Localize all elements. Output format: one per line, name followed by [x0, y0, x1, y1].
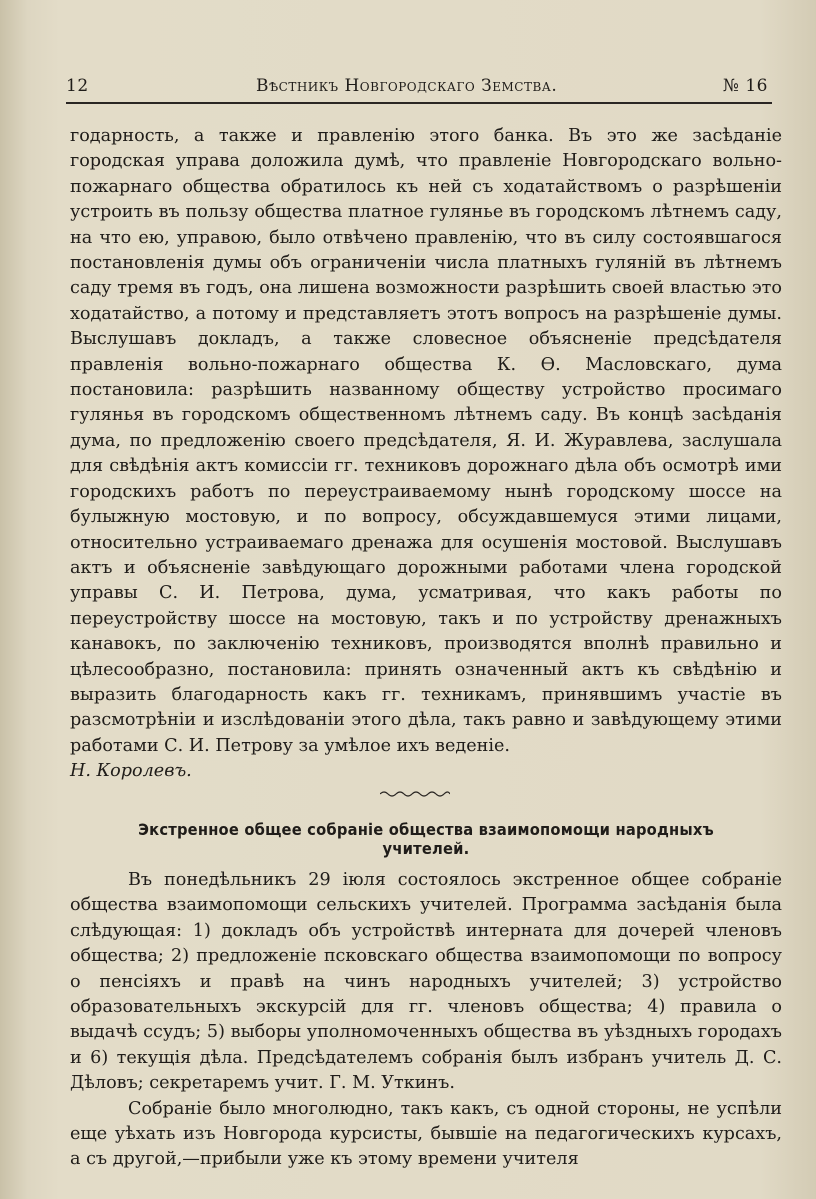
- article-continuation: [70, 124, 782, 785]
- article-paragraph-1: Въ понедѣльникъ 29 іюля состоялось экстренное общее собраніе общества взаимопомощи сельскихъ учителей. Программа засѣданія была слѣдующая: 1) докладъ объ устройствѣ интерната для дочерей членовъ общества; 2) предложеніе псковскаго общества взаимопомощи по вопросу о пенсіяхъ и правѣ на чинъ народныхъ учителей; 3) устройство образовательныхъ экскурсій для гг. членовъ общества; 4) правила о выдачѣ ссудъ; 5) выборы уполномоченныхъ общества въ уѣздныхъ городахъ и 6) текущія дѣла. Предсѣдателемъ собранія былъ избранъ учитель Д. С. Дѣловъ; секретаремъ учит. Г. М. Уткинъ.: [70, 870, 782, 1094]
- section-heading: Экстренное общее собраніе общества взаимопомощи народныхъ учителей.: [138, 820, 714, 858]
- article-paragraph-2: Собраніе было многолюдно, такъ какъ, съ одной стороны, не успѣли еще уѣхать изъ Новгорода курсисты, бывшіе на педагогическихъ курсахъ, а съ другой,—прибыли уже къ этому времени учителя: [70, 1098, 782, 1170]
- section-divider: [380, 790, 450, 798]
- page-number: 12: [66, 76, 89, 96]
- running-header: [66, 74, 772, 104]
- issue-number: № 16: [722, 76, 768, 96]
- author-signature: Н. Королевъ.: [70, 761, 192, 782]
- article-body: [70, 868, 782, 1173]
- article-paragraph: годарность, а также и правленію этого банка. Въ это же засѣданіе городская управа доложила думѣ, что правленіе Новгородскаго вольно-пожарнаго общества обратилось къ ней съ ходатайствомъ о разрѣшеніи устроить въ пользу общества платное гулянье въ городскомъ лѣтнемъ саду, на что ею, управою, было отвѣчено правленію, что въ силу состоявшагося постановленія думы объ ограниченіи числа платныхъ гуляній въ лѣтнемъ саду тремя въ годъ, она лишена возможности разрѣшить своей властью это ходатайство, а потому и представляетъ этотъ вопросъ на разрѣшеніе думы. Выслушавъ докладъ, а также словесное объясненіе предсѣдателя правленія вольно-пожарнаго общества К. Ѳ. Масловскаго, дума постановила: разрѣшить названному обществу устройство просимаго гулянья въ городскомъ общественномъ лѣтнемъ саду. Въ концѣ засѣданія дума, по предложенію своего предсѣдателя, Я. И. Журавлева, заслушала для свѣдѣнія актъ комиссіи гг. техниковъ дорожнаго дѣла объ осмотрѣ ими городскихъ работъ по переустраиваемому нынѣ городскому шоссе на булыжную мостовую, и по вопросу, обсуждавшемуся этими лицами, относительно устраиваемаго дренажа для осушенія мостовой. Выслушавъ актъ и объясненіе завѣдующаго дорожными работами члена городской управы С. И. Петрова, дума, усматривая, что какъ работы по переустройству шоссе на мостовую, такъ и по устройству дренажныхъ канавокъ, по заключенію техниковъ, производятся вполнѣ правильно и цѣлесообразно, постановила: принять означенный актъ къ свѣдѣнію и выразить благодарность какъ гг. техникамъ, принявшимъ участіе въ разсмотрѣніи и изслѣдованіи этого дѣла, такъ равно и завѣдующему этими работами С. И. Петрову за умѣлое ихъ веденіе.: [70, 126, 782, 756]
- journal-title: Вѣстникъ Новгородскаго Земства.: [256, 76, 558, 96]
